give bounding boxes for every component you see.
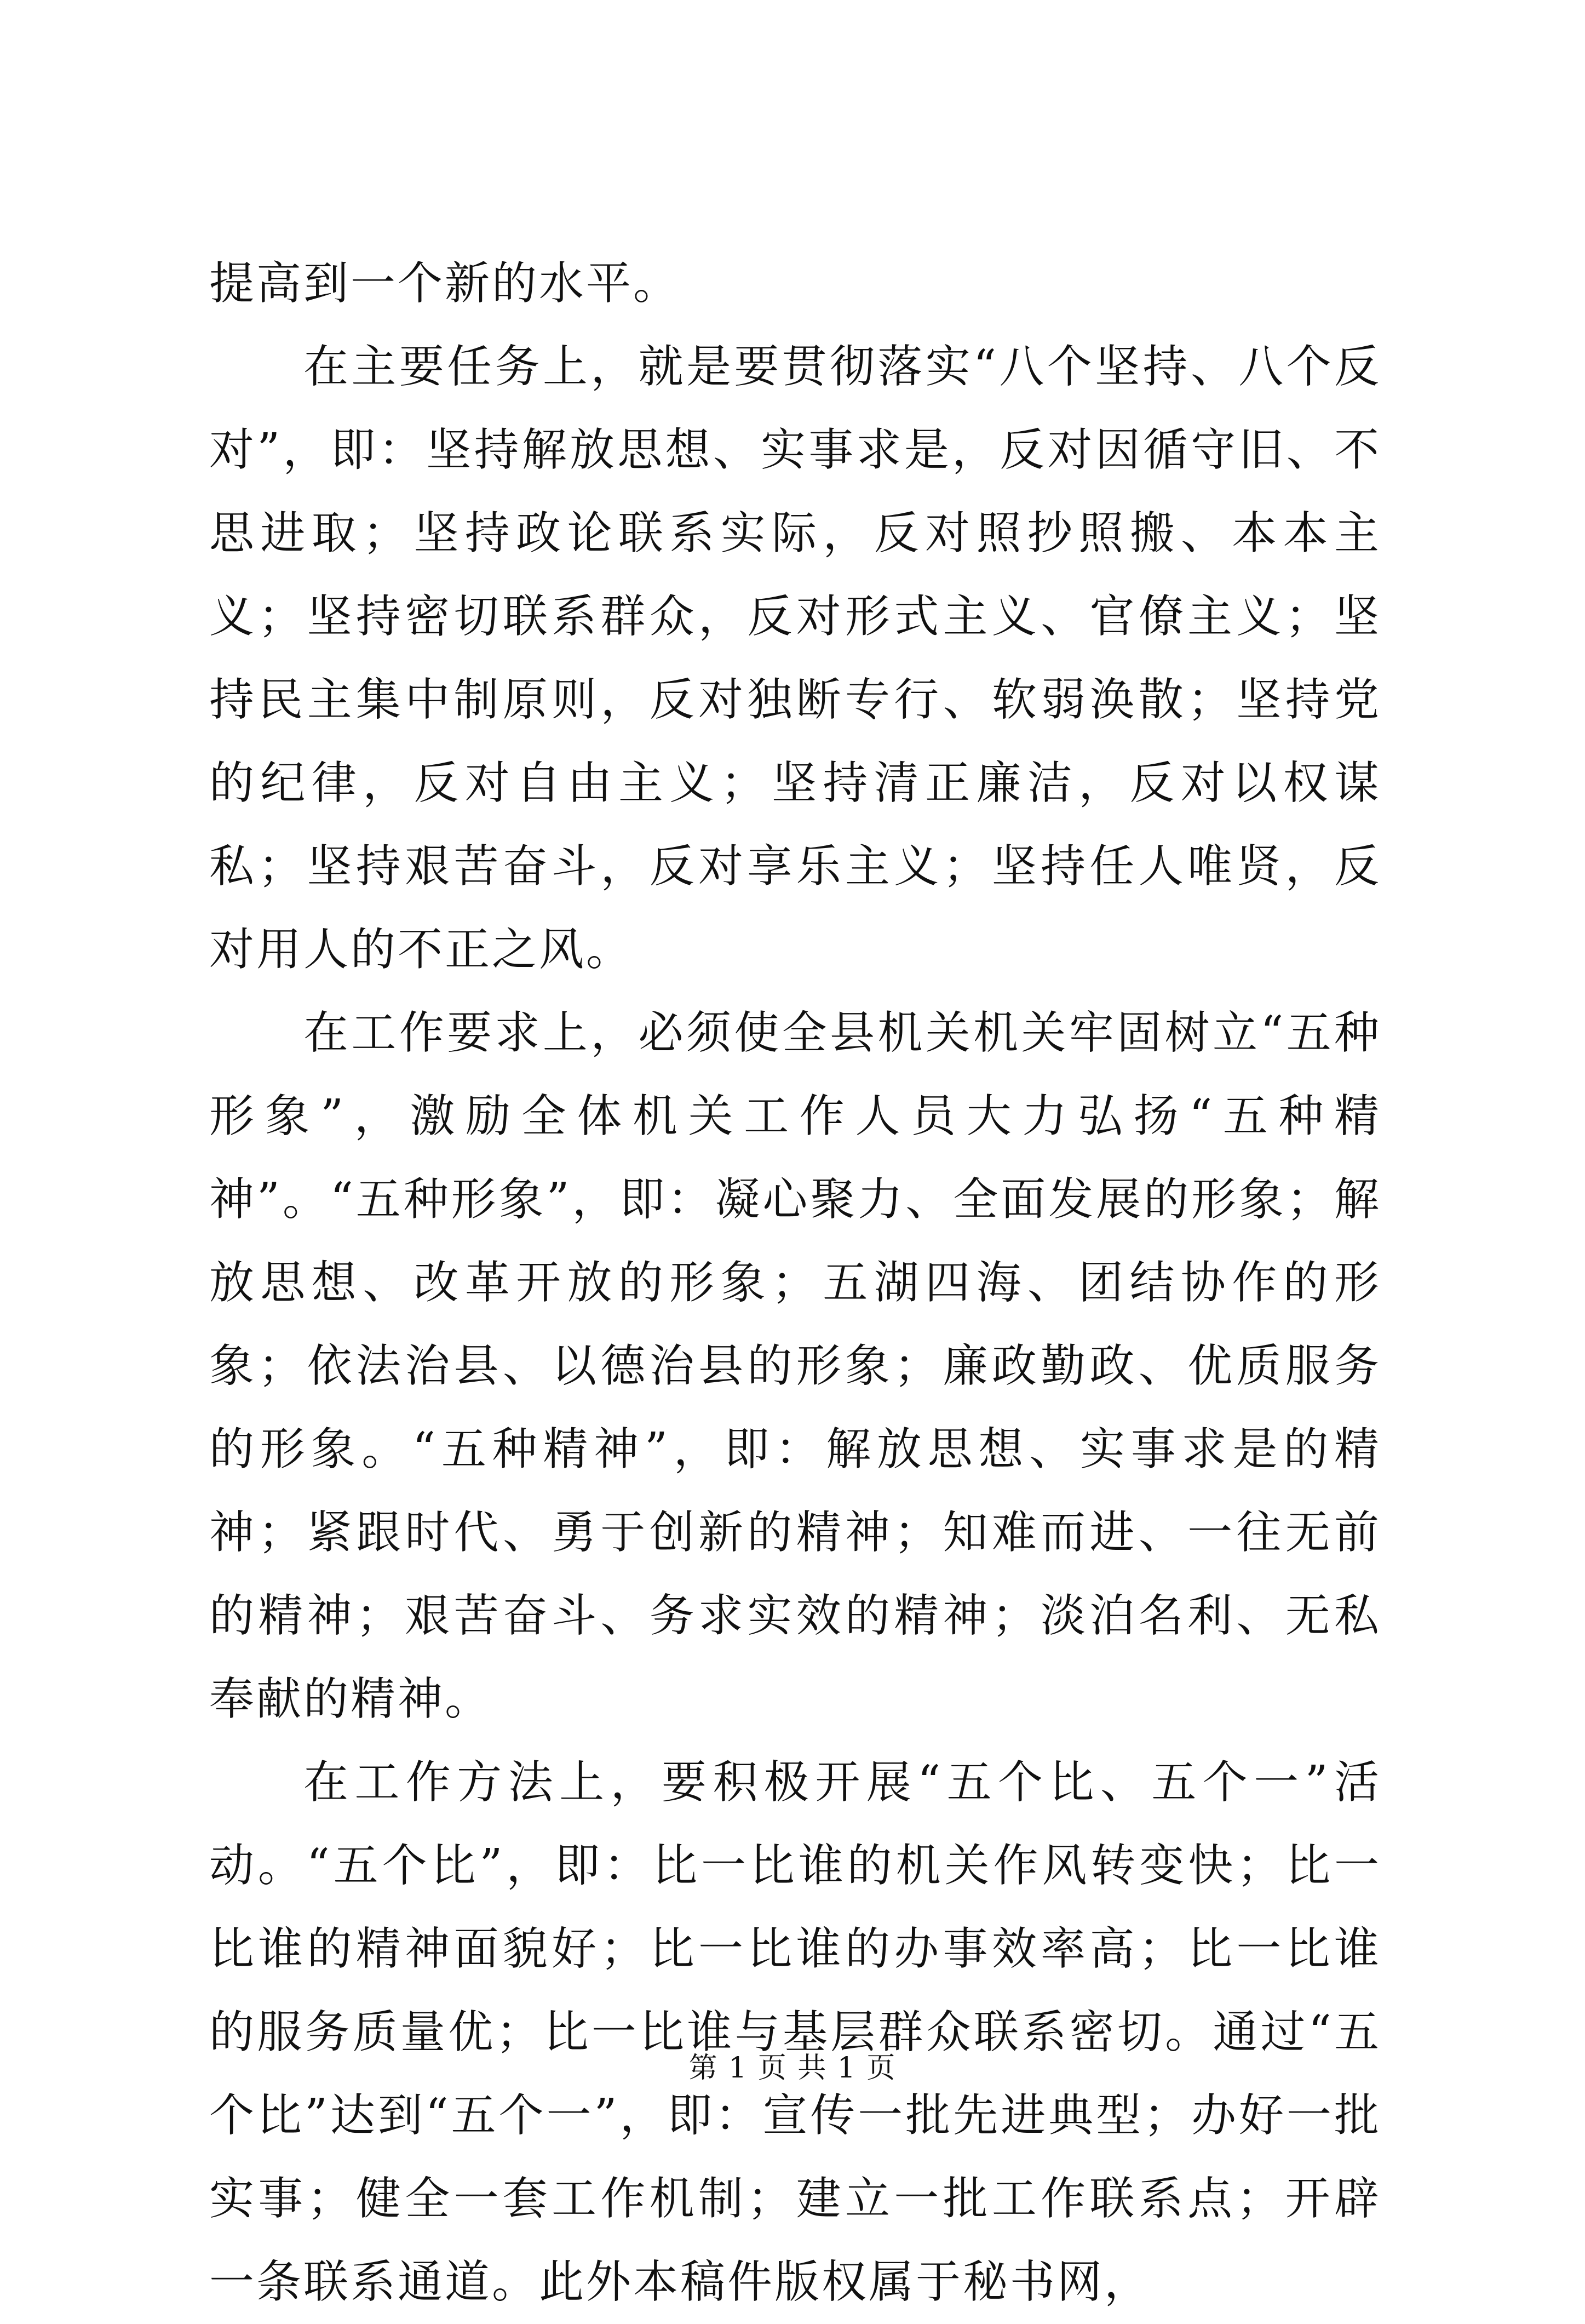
paragraph-main-tasks: 在主要任务上，就是要贯彻落实“八个坚持、八个反对”，即：坚持解放思想、实事求是，反对因循守旧、不思进取；坚持政论联系实际，反对照抄照搬、本本主义；坚持密切联系群众，反对形式主义、官僚主义；坚持民主集中制原则，反对独断专行、软弱涣散；坚持党的纪律，反对自由主义；坚持清正廉洁，反对以权谋私；坚持艰苦奋斗，反对享乐主义；坚持任人唯贤，反对用人的不正之风。: [209, 341, 1381, 976]
paragraph-continuation: 提高到一个新的水平。: [209, 257, 681, 310]
paragraph-work-methods: 在工作方法上，要积极开展“五个比、五个一”活动。“五个比”，即：比一比谁的机关作风转变快；比一比谁的精神面貌好；比一比谁的办事效率高；比一比谁的服务质量优；比一比谁与基层群众联系密切。通过“五个比”达到“五个一”，即：宣传一批先进典型；办好一批实事；健全一套工作机制；建立一批工作联系点；开辟一条联系通道。此外本稿件版权属于秘书网，: [209, 1756, 1381, 2308]
page-number-footer: 第 1 页 共 1 页: [688, 2052, 897, 2085]
paragraph-work-requirements: 在工作要求上，必须使全县机关机关牢固树立“五种形象”，激励全体机关工作人员大力弘扬“五种精神”。“五种形象”，即：凝心聚力、全面发展的形象；解放思想、改革开放的形象；五湖四海、团结协作的形象；依法治县、以德治县的形象；廉政勤政、优质服务的形象。“五种精神”，即：解放思想、实事求是的精神；紧跟时代、勇于创新的精神；知难而进、一往无前的精神；艰苦奋斗、务求实效的精神；淡泊名利、无私奉献的精神。: [209, 1007, 1381, 1725]
document-body: [209, 242, 1381, 2324]
